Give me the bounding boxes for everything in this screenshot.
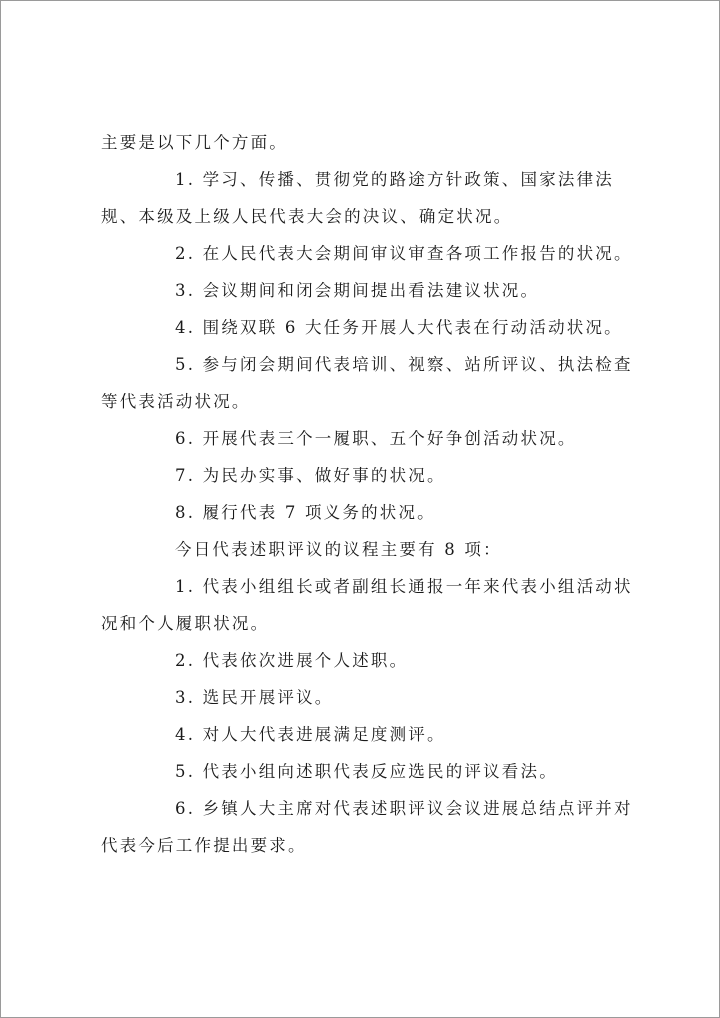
paragraph: 主要是以下几个方面。 <box>101 133 288 152</box>
paragraph: 今日代表述职评议的议程主要有 8 项： <box>175 540 502 559</box>
list-item: 8. 履行代表 7 项义务的状况。 <box>175 503 436 522</box>
document-body <box>101 124 649 864</box>
list-item: 6. 开展代表三个一履职、五个好争创活动状况。 <box>175 429 577 448</box>
list-item: 1. 代表小组组长或者副组长通报一年来代表小组活动状况和个人履职状况。 <box>101 577 633 633</box>
list-item: 3. 会议期间和闭会期间提出看法建议状况。 <box>175 281 540 300</box>
list-item: 4. 围绕双联 6 大任务开展人大代表在行动活动状况。 <box>175 318 623 337</box>
list-item: 7. 为民办实事、做好事的状况。 <box>175 466 446 485</box>
list-item: 4. 对人大代表进展满足度测评。 <box>175 725 446 744</box>
list-item: 3. 选民开展评议。 <box>175 688 334 707</box>
list-item: 2. 在人民代表大会期间审议审查各项工作报告的状况。 <box>175 244 633 263</box>
list-item: 5. 代表小组向述职代表反应选民的评议看法。 <box>175 762 558 781</box>
list-item: 2. 代表依次进展个人述职。 <box>175 651 409 670</box>
list-item: 6. 乡镇人大主席对代表述职评议会议进展总结点评并对代表今后工作提出要求。 <box>101 799 633 855</box>
list-item: 1. 学习、传播、贯彻党的路途方针政策、国家法律法规、本级及上级人民代表大会的决议、确定状况。 <box>101 170 614 226</box>
list-item: 5. 参与闭会期间代表培训、视察、站所评议、执法检查等代表活动状况。 <box>101 355 633 411</box>
